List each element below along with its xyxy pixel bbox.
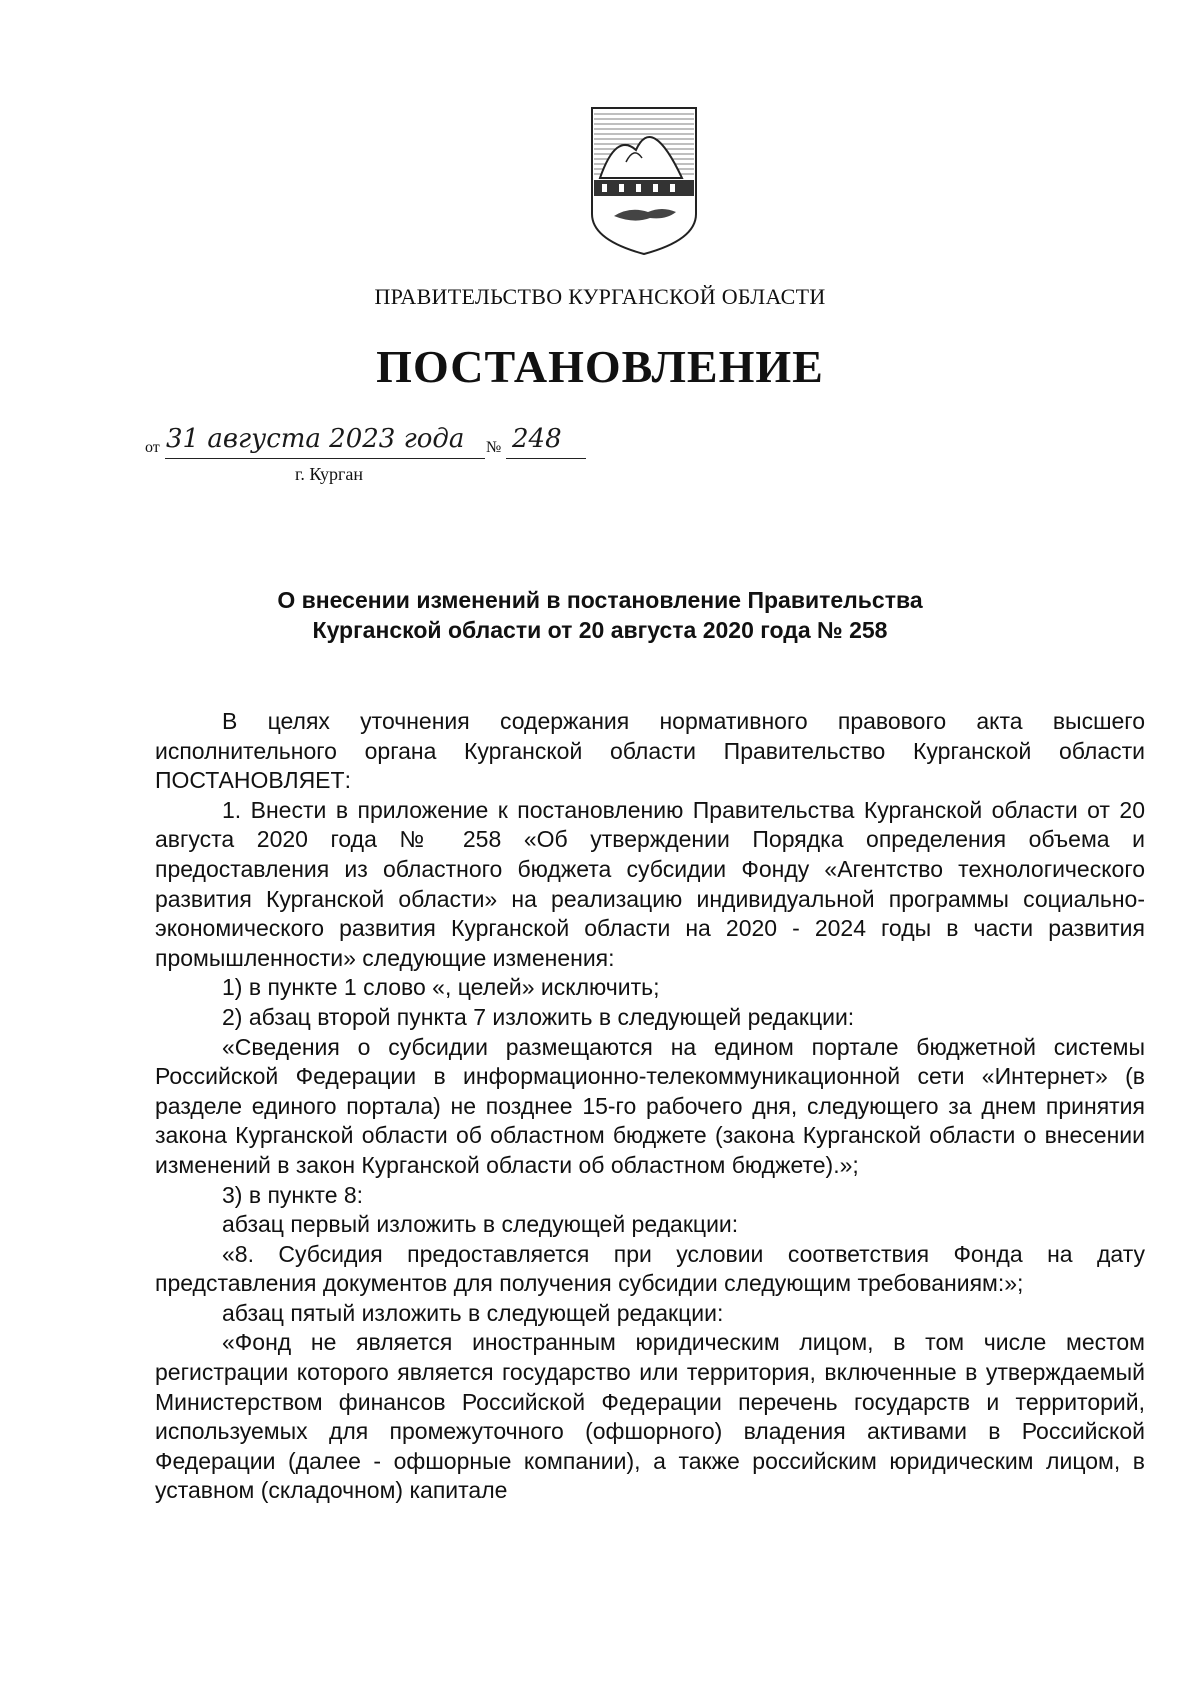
paragraph-subitem-1: 1) в пункте 1 слово «, целей» исключить; [222, 974, 660, 1001]
city-label: г. Курган [295, 464, 364, 484]
paragraph-item-1: 1. Внести в приложение к постановлению Правительства Курганской области от 20 августа 2020 года № 258 «Об утверждении Порядка определения объема и предоставления из областного бюджета субсидии Фонду «Агентство технологического развития Курганской области» на реализацию индивидуальной программы социально-экономического развития Курганской области на 2020 - 2024 годы в части развития промышленности» следующие изменения: [155, 796, 1145, 971]
paragraph-abzac-1: абзац первый изложить в следующей редакции: [222, 1211, 739, 1238]
handwritten-number: 248 [512, 424, 562, 454]
date-underline [165, 458, 485, 459]
document-body [155, 707, 1145, 1506]
organization-name: ПРАВИТЕЛЬСТВО КУРГАНСКОЙ ОБЛАСТИ [374, 284, 826, 309]
number-prefix-label: № [486, 439, 502, 456]
paragraph-subitem-3: 3) в пункте 8: [222, 1181, 364, 1208]
paragraph-quote-2: «8. Субсидия предоставляется при условии соответствия Фонда на дату представления документов для получения субсидии следующим требованиям:»; [155, 1240, 1145, 1297]
paragraph-preamble: В целях уточнения содержания нормативного правового акта высшего исполнительного органа Курганской области Правительство Курганской области ПОСТАНОВЛЯЕТ: [155, 708, 1145, 794]
number-underline [506, 458, 586, 459]
kurgan-region-coat-of-arms-icon [586, 102, 702, 257]
paragraph-abzac-5: абзац пятый изложить в следующей редакции: [222, 1299, 724, 1326]
subject-line-2: Курганской области от 20 августа 2020 года № 258 [312, 617, 888, 643]
handwritten-date: 31 августа 2023 года [166, 424, 465, 454]
paragraph-subitem-2: 2) абзац второй пункта 7 изложить в следующей редакции: [222, 1003, 855, 1030]
document-type-title: ПОСТАНОВЛЕНИЕ [376, 341, 824, 392]
subject-line-1: О внесении изменений в постановление Правительства [277, 587, 923, 613]
document-subject [0, 585, 1200, 645]
document-date-number-block [145, 424, 670, 502]
date-prefix-label: от [145, 439, 160, 456]
paragraph-quote-1: «Сведения о субсидии размещаются на едином портале бюджетной системы Российской Федерации в информационно-телекоммуникационной сети «Интернет» (в разделе единого портала) не позднее 15-го рабочего дня, следующего за днем принятия закона Курганской области об областном бюджете (закона Курганской области о внесении изменений в закон Курганской области об областном бюджете).»; [155, 1033, 1145, 1178]
paragraph-quote-3: «Фонд не является иностранным юридическим лицом, в том числе местом регистрации которого является государство или территория, включенные в утверждаемый Министерством финансов Российской Федерации перечень государств и территорий, используемых для промежуточного (офшорного) владения активами в Российской Федерации (далее - офшорные компании), а также российским юридическим лицом, в уставном (складочном) капитале [155, 1329, 1145, 1504]
